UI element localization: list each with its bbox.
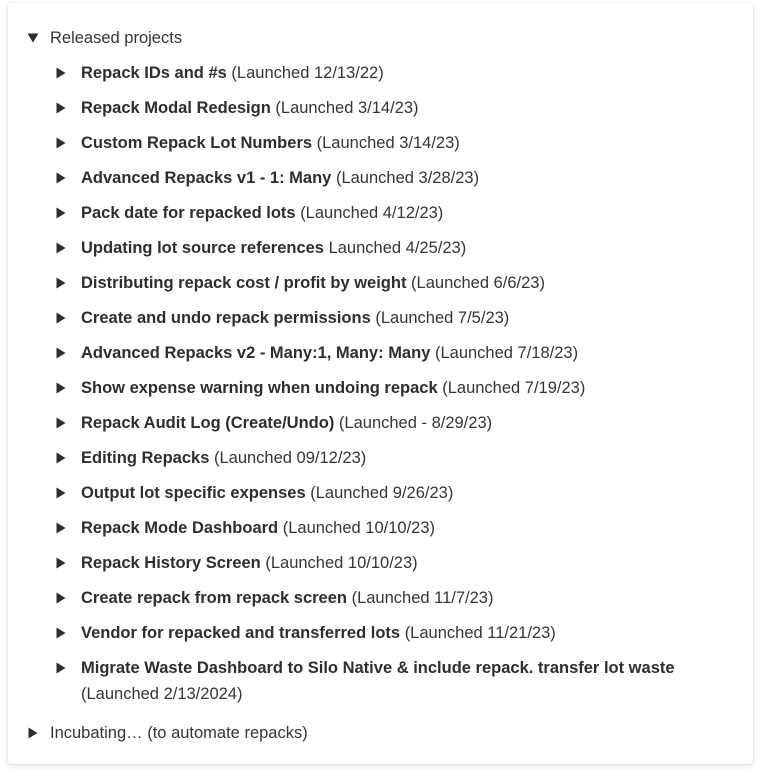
project-title: Repack Mode Dashboard	[81, 519, 279, 537]
triangle-right-icon[interactable]	[50, 620, 72, 646]
project-title: Pack date for repacked lots	[81, 204, 296, 222]
project-launch-note: (Launched 9/26/23)	[310, 484, 454, 502]
project-text	[81, 340, 740, 366]
triangle-right-icon[interactable]	[50, 270, 72, 296]
project-text	[81, 60, 740, 86]
triangle-right-icon[interactable]	[50, 130, 72, 156]
project-launch-note: (Launched 3/28/23)	[335, 169, 480, 187]
project-toggle[interactable]	[50, 410, 740, 436]
project-title: Output lot specific expenses	[81, 484, 306, 502]
incubating-toggle[interactable]	[22, 720, 308, 746]
triangle-right-icon[interactable]	[50, 480, 72, 506]
triangle-right-icon[interactable]	[50, 550, 72, 576]
incubating-label: Incubating… (to automate repacks)	[50, 724, 308, 742]
triangle-right-icon[interactable]	[50, 305, 72, 331]
triangle-right-icon[interactable]	[22, 720, 44, 746]
project-toggle[interactable]	[50, 655, 740, 707]
triangle-right-icon[interactable]	[50, 95, 72, 121]
triangle-right-icon[interactable]	[50, 340, 72, 366]
triangle-right-icon[interactable]	[50, 515, 72, 541]
triangle-down-icon[interactable]	[22, 25, 44, 51]
project-toggle[interactable]	[50, 480, 740, 506]
project-toggle[interactable]	[50, 620, 740, 646]
project-launch-note: (Launched 6/6/23)	[411, 274, 545, 292]
triangle-right-icon[interactable]	[50, 375, 72, 401]
project-title: Advanced Repacks v2 - Many:1, Many: Many	[81, 344, 431, 362]
project-text	[81, 515, 740, 541]
project-toggle[interactable]	[50, 60, 740, 86]
project-text	[81, 130, 740, 156]
project-title: Distributing repack cost / profit by weight	[81, 274, 407, 292]
project-toggle[interactable]	[50, 165, 740, 191]
triangle-right-icon[interactable]	[50, 655, 72, 681]
project-launch-note: (Launched 7/5/23)	[375, 309, 510, 327]
project-title: Vendor for repacked and transferred lots	[81, 624, 401, 642]
triangle-right-icon[interactable]	[50, 165, 72, 191]
project-text	[81, 375, 740, 401]
project-text	[81, 445, 740, 471]
triangle-right-icon[interactable]	[50, 445, 72, 471]
project-text	[81, 655, 740, 707]
project-launch-note: (Launched - 8/29/23)	[338, 414, 493, 432]
toggle-list-card	[8, 3, 753, 764]
project-toggle[interactable]	[50, 515, 740, 541]
project-title: Updating lot source references	[81, 239, 324, 257]
project-toggle[interactable]	[50, 305, 740, 331]
triangle-right-icon[interactable]	[50, 200, 72, 226]
project-title: Create and undo repack permissions	[81, 309, 371, 327]
project-toggle[interactable]	[50, 550, 740, 576]
project-toggle[interactable]	[50, 375, 740, 401]
project-launch-note: (Launched 10/10/23)	[282, 519, 436, 537]
project-text	[81, 95, 740, 121]
project-title: Repack Audit Log (Create/Undo)	[81, 414, 335, 432]
project-text	[81, 235, 740, 261]
triangle-right-icon[interactable]	[50, 410, 72, 436]
project-title: Repack History Screen	[81, 554, 261, 572]
project-text	[81, 585, 740, 611]
released-projects-toggle[interactable]	[22, 25, 182, 51]
project-text	[81, 620, 740, 646]
project-launch-note: (Launched 3/14/23)	[275, 99, 419, 117]
released-projects-label: Released projects	[50, 29, 183, 47]
project-text	[81, 550, 740, 576]
project-title: Repack Modal Redesign	[81, 99, 271, 117]
project-text	[81, 270, 740, 296]
project-launch-note: (Launched 10/10/23)	[265, 554, 418, 572]
project-toggle[interactable]	[50, 130, 740, 156]
project-toggle[interactable]	[50, 445, 740, 471]
project-launch-note: (Launched 12/13/22)	[231, 64, 384, 82]
triangle-right-icon[interactable]	[50, 585, 72, 611]
project-title: Repack IDs and #s	[81, 64, 227, 82]
project-text	[81, 200, 740, 226]
released-projects-list	[50, 60, 740, 707]
project-launch-note: (Launched 2/13/2024)	[81, 685, 243, 703]
project-title: Create repack from repack screen	[81, 589, 347, 607]
project-toggle[interactable]	[50, 340, 740, 366]
project-text	[81, 165, 740, 191]
project-launch-note: (Launched 7/18/23)	[434, 344, 579, 362]
project-title: Custom Repack Lot Numbers	[81, 134, 313, 152]
project-toggle[interactable]	[50, 95, 740, 121]
project-launch-note: (Launched 7/19/23)	[442, 379, 586, 397]
project-title: Show expense warning when undoing repack	[81, 379, 443, 397]
triangle-right-icon[interactable]	[50, 235, 72, 261]
project-toggle[interactable]	[50, 585, 740, 611]
project-title: Editing Repacks	[81, 449, 210, 467]
project-toggle[interactable]	[50, 235, 740, 261]
project-launch-note: (Launched 11/21/23)	[404, 624, 556, 642]
project-title: Migrate Waste Dashboard to Silo Native & include repack. transfer lot waste	[81, 659, 675, 677]
project-launch-note: (Launched 11/7/23)	[351, 589, 494, 607]
project-text	[81, 480, 740, 506]
project-text	[81, 410, 740, 436]
project-text	[81, 305, 740, 331]
project-launch-note: (Launched 09/12/23)	[213, 449, 367, 467]
project-toggle[interactable]	[50, 200, 740, 226]
project-launch-note: (Launched 4/12/23)	[300, 204, 444, 222]
triangle-right-icon[interactable]	[50, 60, 72, 86]
project-title: Advanced Repacks v1 - 1: Many	[81, 169, 332, 187]
project-launch-note: Launched 4/25/23)	[328, 239, 467, 257]
project-toggle[interactable]	[50, 270, 740, 296]
project-launch-note: (Launched 3/14/23)	[316, 134, 460, 152]
